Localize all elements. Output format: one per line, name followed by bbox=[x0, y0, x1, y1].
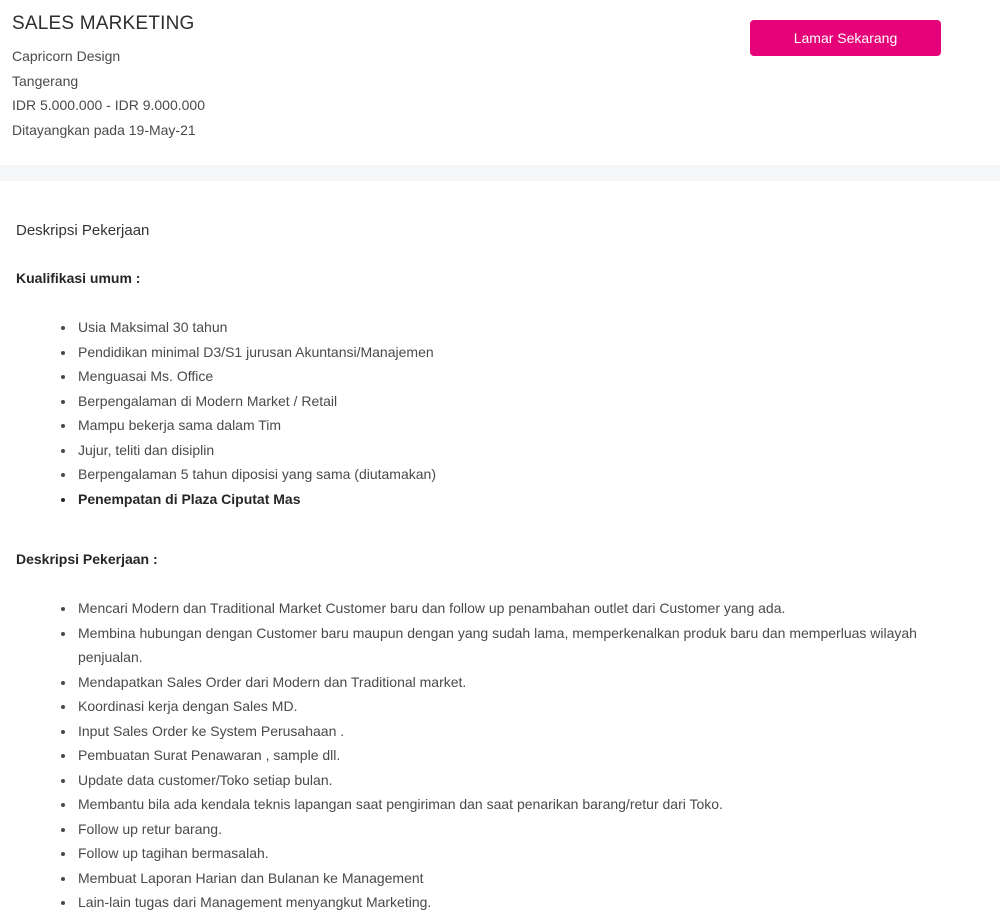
company-name: Capricorn Design bbox=[12, 48, 121, 64]
qualification-item: • Menguasai Ms. Office bbox=[76, 364, 980, 389]
apply-now-button[interactable]: Lamar Sekarang bbox=[750, 20, 941, 56]
duty-item: • Pembuatan Surat Penawaran , sample dll. bbox=[76, 743, 980, 768]
duty-item: • Membina hubungan dengan Customer baru maupun dengan yang sudah lama, memperkenalkan produk baru dan memperluas wilayah penjualan. bbox=[76, 621, 980, 670]
qualification-item: • Pendidikan minimal D3/S1 jurusan Akuntansi/Manajemen bbox=[76, 340, 980, 365]
duties-heading: Deskripsi Pekerjaan : bbox=[16, 551, 158, 567]
duty-item: • Lain-lain tugas dari Management menyangkut Marketing. bbox=[76, 890, 980, 915]
duty-item: • Membuat Laporan Harian dan Bulanan ke Management bbox=[76, 866, 980, 891]
duty-item: • Follow up retur barang. bbox=[76, 817, 980, 842]
qualification-item: • Berpengalaman 5 tahun diposisi yang sama (diutamakan) bbox=[76, 462, 980, 487]
duty-item: • Mencari Modern dan Traditional Market Customer baru dan follow up penambahan outlet dari Customer yang ada. bbox=[76, 596, 980, 621]
qualification-item: • Berpengalaman di Modern Market / Retail bbox=[76, 389, 980, 414]
duty-item: • Membantu bila ada kendala teknis lapangan saat pengiriman dan saat penarikan barang/retur dari Toko. bbox=[76, 792, 980, 817]
qualifications-list bbox=[16, 315, 980, 511]
salary-range: IDR 5.000.000 - IDR 9.000.000 bbox=[12, 97, 206, 113]
duty-item: • Update data customer/Toko setiap bulan. bbox=[76, 768, 980, 793]
job-title: SALES MARKETING bbox=[12, 13, 195, 34]
job-header bbox=[0, 0, 1000, 165]
section-divider-band bbox=[0, 165, 1000, 181]
qualification-item: • Jujur, teliti dan disiplin bbox=[76, 438, 980, 463]
posted-date: Ditayangkan pada 19-May-21 bbox=[12, 121, 196, 138]
duty-item: • Follow up tagihan bermasalah. bbox=[76, 841, 980, 866]
description-section-title: Deskripsi Pekerjaan bbox=[16, 222, 150, 239]
job-description-section bbox=[0, 222, 1000, 915]
duty-item: • Mendapatkan Sales Order dari Modern dan Traditional market. bbox=[76, 670, 980, 695]
duty-item: • Koordinasi kerja dengan Sales MD. bbox=[76, 694, 980, 719]
qualification-item: • Mampu bekerja sama dalam Tim bbox=[76, 413, 980, 438]
duties-list bbox=[16, 596, 980, 915]
duty-item: • Input Sales Order ke System Perusahaan . bbox=[76, 719, 980, 744]
qualification-item-highlighted: • Penempatan di Plaza Ciputat Mas bbox=[76, 487, 980, 512]
qualifications-heading: Kualifikasi umum : bbox=[16, 270, 141, 286]
job-location: Tangerang bbox=[12, 72, 79, 89]
qualification-item: • Usia Maksimal 30 tahun bbox=[76, 315, 980, 340]
